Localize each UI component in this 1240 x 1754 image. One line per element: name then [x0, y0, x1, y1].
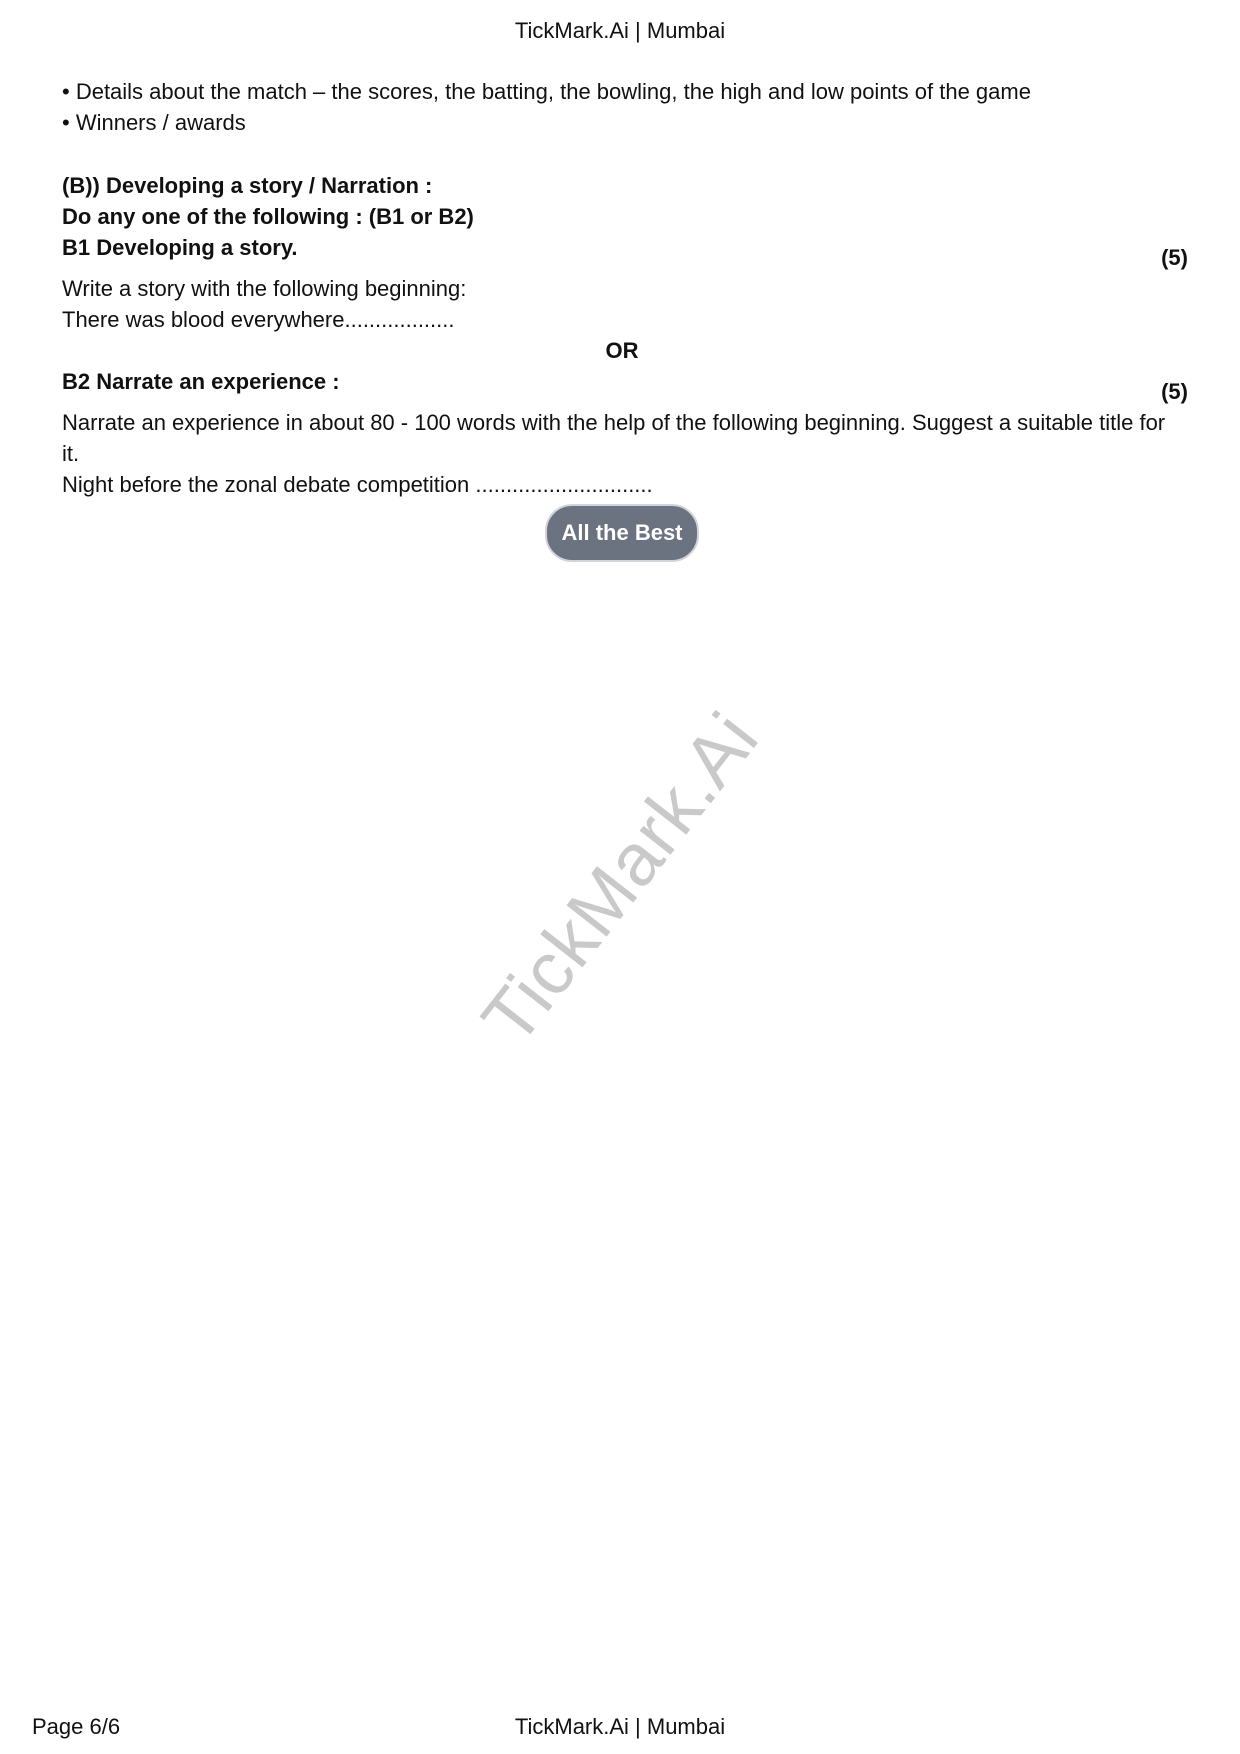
all-the-best-badge: All the Best	[545, 504, 698, 562]
b1-prompt: Write a story with the following beginning:	[62, 276, 467, 301]
b2-title-row	[62, 366, 1188, 404]
b1-marks: (5)	[1161, 245, 1188, 270]
b1-beginning: There was blood everywhere..................	[62, 307, 455, 332]
b2-beginning: Night before the zonal debate competition .............................	[62, 472, 653, 497]
section-b-instruction: Do any one of the following : (B1 or B2)	[62, 204, 474, 229]
page-content	[62, 76, 1188, 562]
b2-prompt: Narrate an experience in about 80 - 100 words with the help of the following beginning. Suggest a suitable title for it.	[62, 410, 1166, 466]
b1-title-row	[62, 232, 1188, 270]
b2-title: B2 Narrate an experience :	[62, 369, 340, 394]
bullet-details: • Details about the match – the scores, the batting, the bowling, the high and low points of the game	[62, 79, 1031, 104]
watermark: TickMark.Ai	[465, 696, 775, 1060]
b1-title: B1 Developing a story.	[62, 235, 298, 260]
b2-marks: (5)	[1161, 379, 1188, 404]
page-footer: TickMark.Ai | Mumbai	[514, 1714, 726, 1739]
page-number: Page 6/6	[32, 1714, 121, 1739]
or-separator: OR	[605, 338, 639, 363]
page-header: TickMark.Ai | Mumbai	[514, 18, 726, 43]
closing-wrap	[62, 504, 1182, 562]
section-b-heading: (B)) Developing a story / Narration :	[62, 173, 433, 198]
bullet-winners: • Winners / awards	[62, 110, 246, 135]
